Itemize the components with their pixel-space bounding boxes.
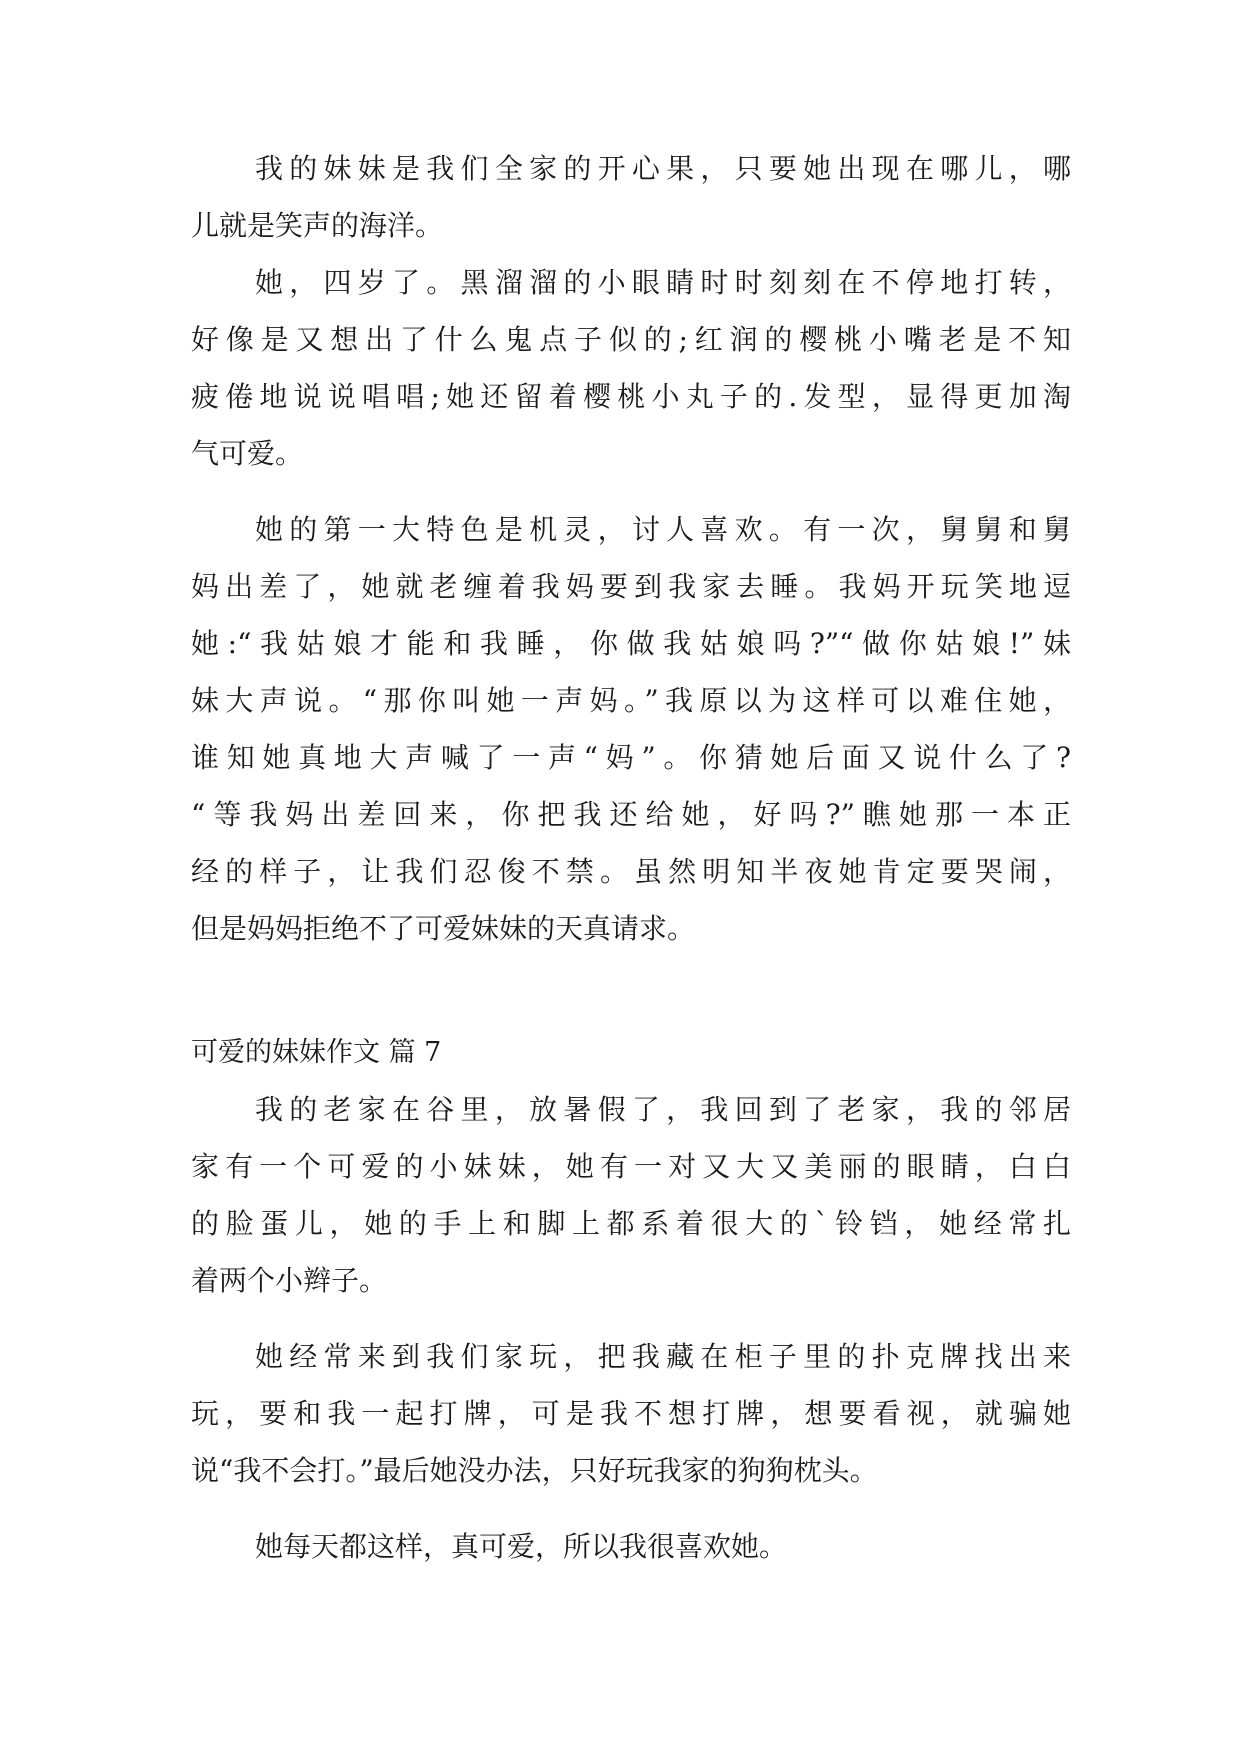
paragraph-1-line-2: 儿就是笑声的海洋。 [191, 209, 444, 242]
section-paragraph-1-line-1: 我的老家在谷里，放暑假了，我回到了老家，我的邻居 [255, 1093, 1071, 1126]
paragraph-3-line-1: 她的第一大特色是机灵，讨人喜欢。有一次，舅舅和舅 [255, 513, 1071, 546]
paragraph-2-line-4: 气可爱。 [191, 437, 304, 470]
section-paragraph-1-line-2: 家有一个可爱的小妹妹，她有一对又大又美丽的眼睛，白白 [191, 1150, 1071, 1183]
paragraph-3-line-8: 但是妈妈拒绝不了可爱妹妹的天真请求。 [191, 912, 696, 945]
section-paragraph-2-line-2: 玩，要和我一起打牌，可是我不想打牌，想要看视，就骗她 [191, 1397, 1071, 1430]
section-paragraph-1-line-4: 着两个小辫子。 [191, 1264, 388, 1297]
paragraph-3-line-3: 她:“我姑娘才能和我睡，你做我姑娘吗?”“做你姑娘!”妹 [191, 627, 1071, 660]
paragraph-3-line-7: 经的样子，让我们忍俊不禁。虽然明知半夜她肯定要哭闹， [191, 855, 1071, 888]
paragraph-3-line-6: “等我妈出差回来，你把我还给她，好吗?”瞧她那一本正 [191, 798, 1071, 831]
paragraph-3-line-4: 妹大声说。“那你叫她一声妈。”我原以为这样可以难住她， [191, 684, 1071, 717]
paragraph-2-line-2: 好像是又想出了什么鬼点子似的;红润的樱桃小嘴老是不知 [191, 323, 1071, 356]
section-paragraph-2-line-3: 说“我不会打。”最后她没办法，只好玩我家的狗狗枕头。 [191, 1454, 878, 1487]
paragraph-2-line-1: 她，四岁了。黑溜溜的小眼睛时时刻刻在不停地打转， [255, 266, 1071, 299]
section-paragraph-3-line-1: 她每天都这样，真可爱，所以我很喜欢她。 [255, 1530, 788, 1563]
section-paragraph-1-line-3: 的脸蛋儿，她的手上和脚上都系着很大的`铃铛，她经常扎 [191, 1207, 1071, 1240]
paragraph-2-line-3: 疲倦地说说唱唱;她还留着樱桃小丸子的.发型，显得更加淘 [191, 380, 1071, 413]
paragraph-3-line-2: 妈出差了，她就老缠着我妈要到我家去睡。我妈开玩笑地逗 [191, 570, 1071, 603]
section-heading: 可爱的妹妹作文 篇 7 [191, 1037, 442, 1068]
paragraph-3-line-5: 谁知她真地大声喊了一声“妈”。你猜她后面又说什么了? [191, 741, 1071, 774]
section-paragraph-2-line-1: 她经常来到我们家玩，把我藏在柜子里的扑克牌找出来 [255, 1340, 1071, 1373]
paragraph-1-line-1: 我的妹妹是我们全家的开心果，只要她出现在哪儿，哪 [255, 152, 1071, 185]
